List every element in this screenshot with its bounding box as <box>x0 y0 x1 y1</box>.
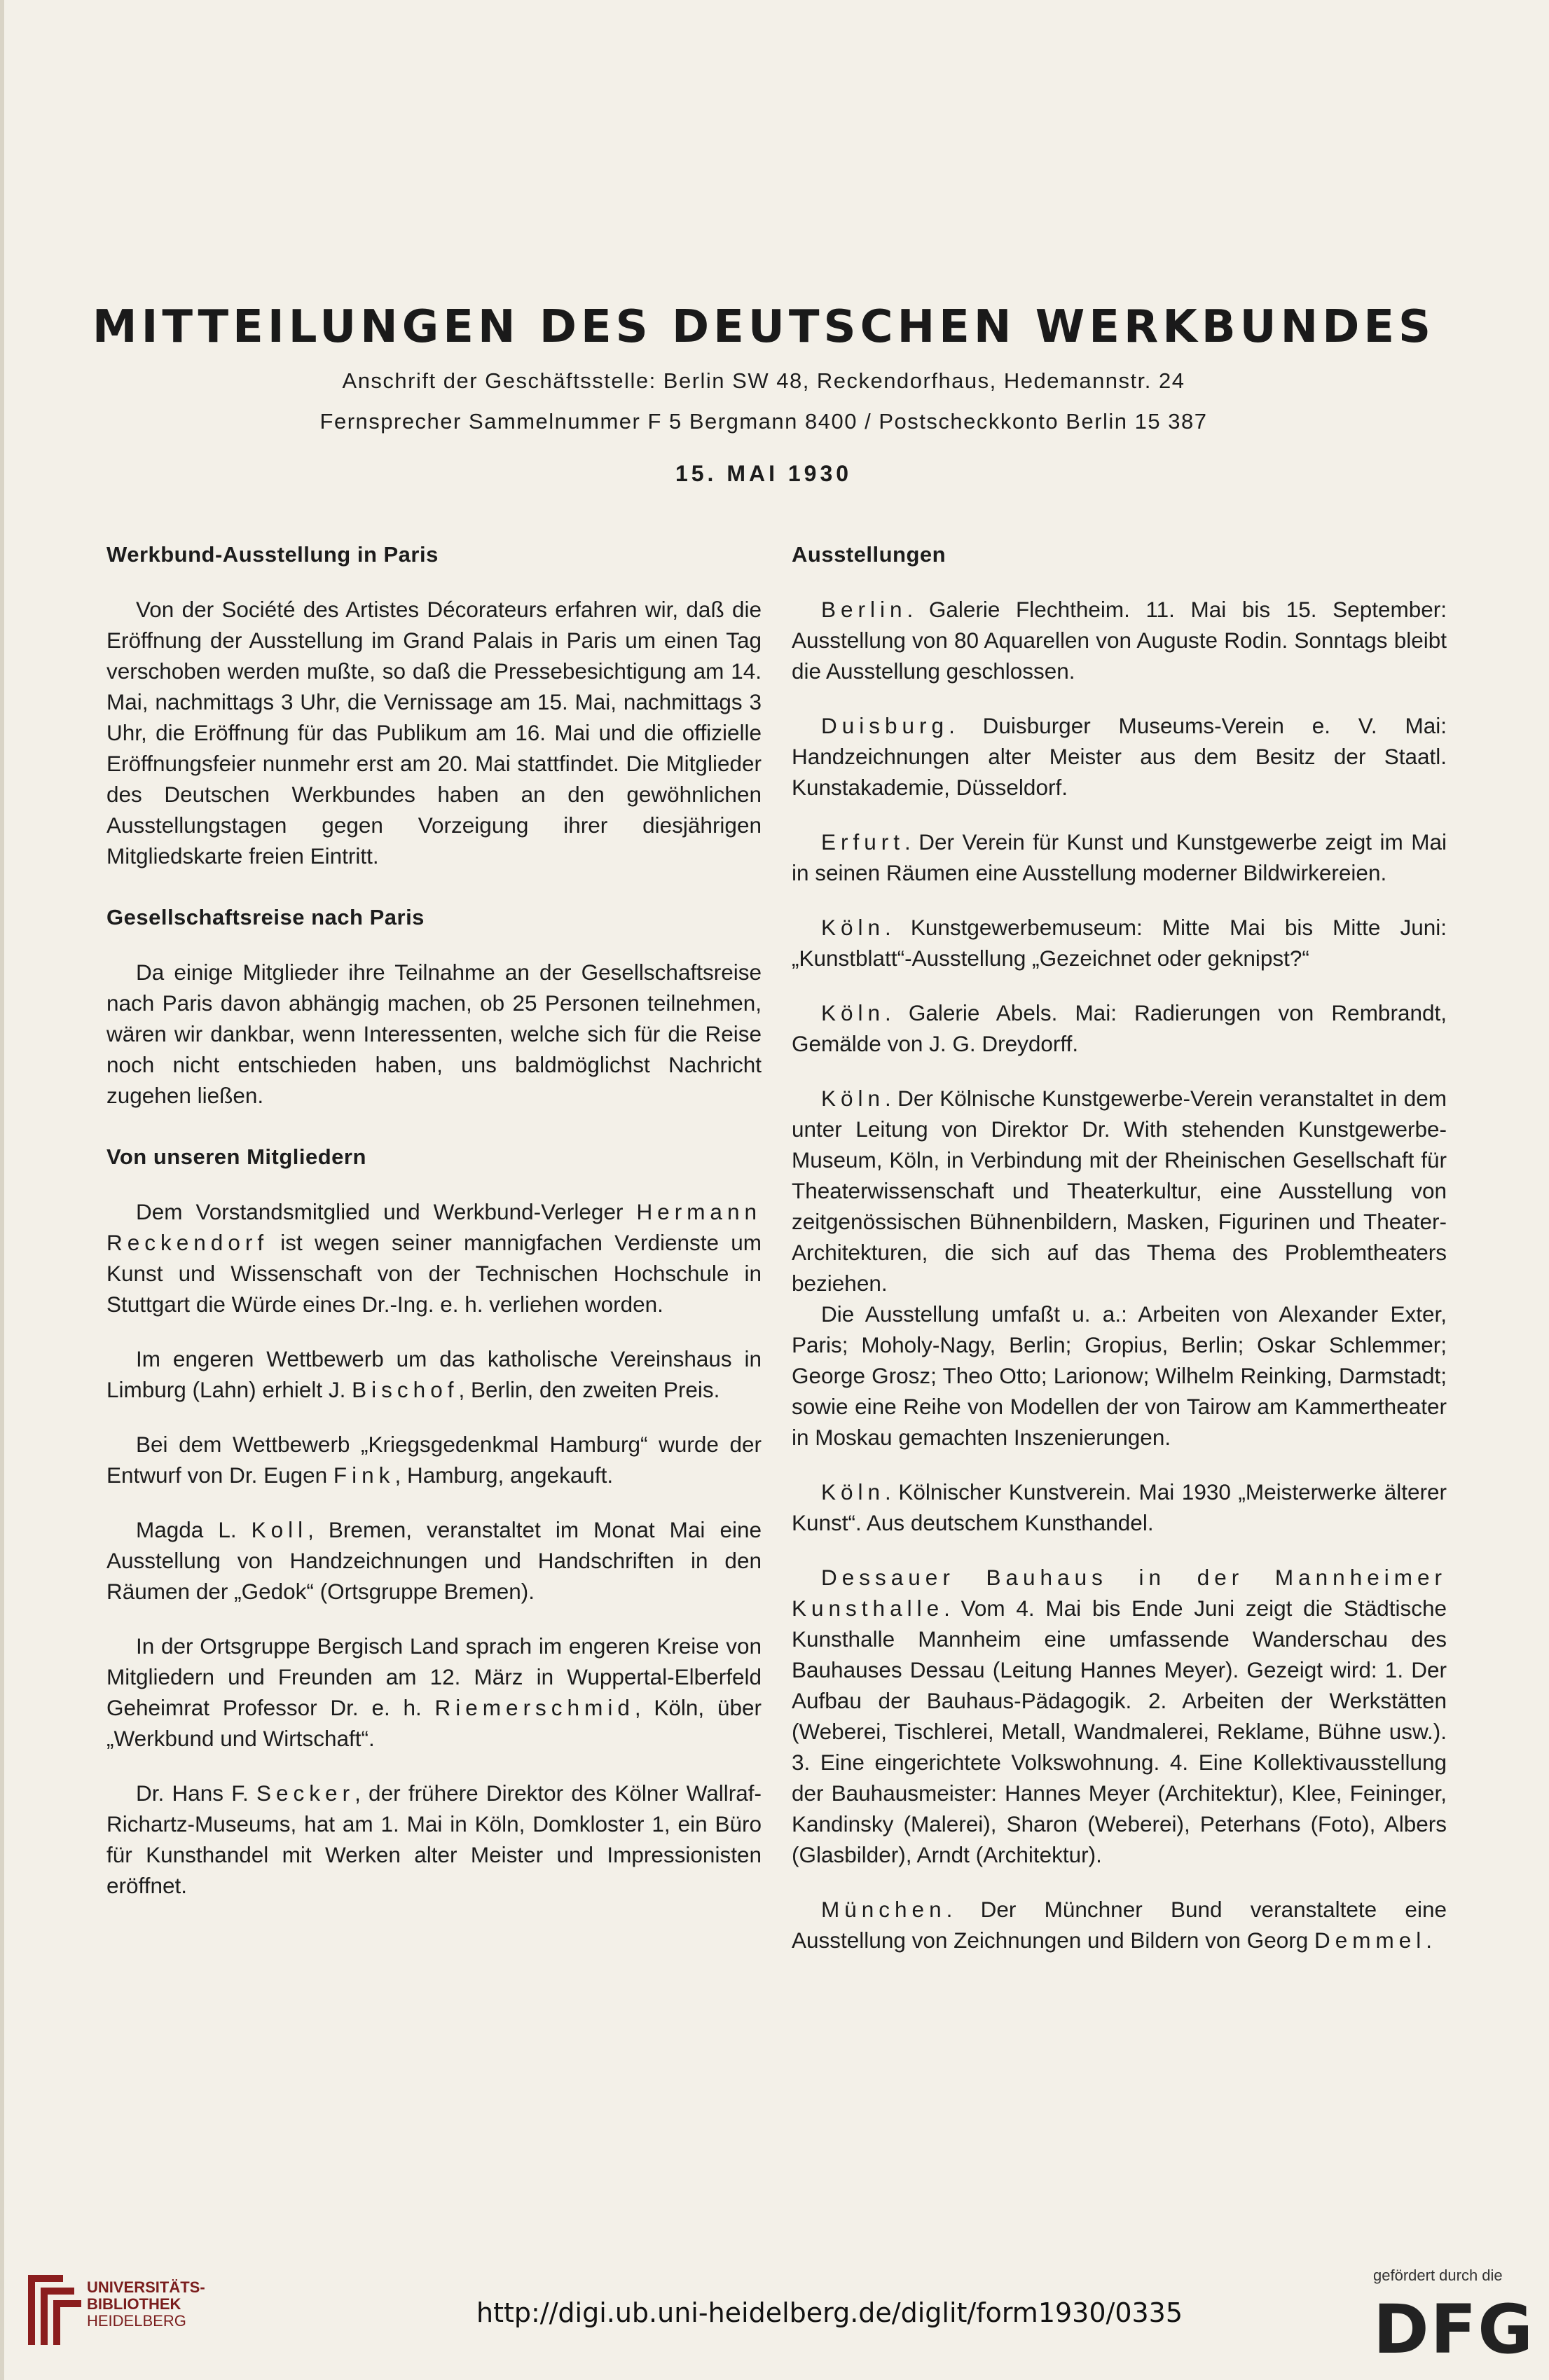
exhibition-name: Dessauer Bauhaus in der Mannheimer Kunsthalle <box>792 1565 1447 1621</box>
library-line-3: HEIDELBERG <box>87 2312 186 2330</box>
paragraph-koll <box>106 1514 762 1607</box>
heading-paris-exhibition: Werkbund-Ausstellung in Paris <box>106 542 439 567</box>
source-url-link[interactable]: http://digi.ub.uni-heidelberg.de/diglit/form1930/0335 <box>476 2297 1183 2328</box>
text: . Kölnischer Kunstverein. Mai 1930 „Meisterwerke älterer Kunst“. Aus deutschem Kunsthandel. <box>792 1479 1447 1535</box>
person-name: Secker <box>256 1780 355 1806</box>
library-logo-icon <box>21 2268 81 2352</box>
text: , Berlin, den zweiten Preis. <box>458 1377 720 1402</box>
text: . Der Münchner Bund veranstaltete eine Ausstellung von Zeichnungen und Bildern von Georg <box>792 1897 1447 1953</box>
text: Dem Vorstandsmitglied und Werkbund-Verleger <box>136 1199 637 1224</box>
heading-trip: Gesellschaftsreise nach Paris <box>106 905 425 929</box>
heading-exhibitions: Ausstellungen <box>792 542 946 567</box>
library-name <box>87 2279 205 2330</box>
paragraph-paris-exhibition: Von der Société des Artistes Décorateurs erfahren wir, daß die Eröffnung der Ausstellung im Grand Palais in Paris um einen Tag verschoben werden mußte, so daß die Pressebesichtigung am 14. Mai, nachmittags 3 Uhr, die Vernissage am 15. Mai, nachmittags 3 Uhr, die Eröffnung für das Publikum am 16. Mai und die offizielle Eröffnungsfeier nunmehr erst am 20. Mai stattfindet. Die Mitglieder des Deutschen Werkbundes haben an den gewöhnlichen Ausstellungstagen gegen Vorzeigung ihrer diesjährigen Mitgliedskarte freien Eintritt. <box>106 597 762 869</box>
address-line: Anschrift der Geschäftsstelle: Berlin SW 48, Reckendorfhaus, Hedemannstr. 24 <box>342 368 1185 393</box>
page-title: MITTEILUNGEN DES DEUTSCHEN WERKBUNDES <box>92 301 1436 353</box>
paragraph-secker <box>106 1778 762 1901</box>
text: . Der Kölnische Kunstgewerbe-Verein veranstaltet in dem unter Leitung von Direktor Dr. With stehenden Kunstgewerbe-Museum, Köln, in Verbindung mit der Rheinischen Gesellschaft für Theaterwissenschaft und Theaterkultur, eine Ausstellung von zeitgenössischen Bühnenbildern, Masken, Figurinen und Theater-Architekturen, die sich auf das Thema des Problemtheaters beziehen. <box>792 1086 1447 1296</box>
person-name: Bischof <box>352 1377 459 1402</box>
entry-bauhaus-mannheim <box>792 1562 1447 1870</box>
entry-erfurt <box>792 826 1447 888</box>
text: , der frühere Direktor des Kölner Wallraf-Richartz-Museums, hat am 1. Mai in Köln, Domkloster 1, ein Büro für Kunsthandel mit Werken alter Meister und Impressionisten eröffnet. <box>106 1780 762 1898</box>
library-line-2: BIBLIOTHEK <box>87 2295 181 2313</box>
text: , Hamburg, angekauft. <box>394 1462 614 1488</box>
text: , Bremen, veranstaltet im Monat Mai eine Ausstellung von Handzeichnungen und Handschriften in den Räumen der „Gedok“ (Ortsgruppe Bremen). <box>106 1517 762 1604</box>
text: Dr. Hans F. <box>136 1780 257 1806</box>
entry-koeln-3 <box>792 1083 1447 1299</box>
entry-koeln-3-continued: Die Ausstellung umfaßt u. a.: Arbeiten von Alexander Exter, Paris; Moholy-Nagy, Berlin; Gropius, Berlin; Oskar Schlemmer; George Grosz; Theo Otto; Larionow; Wilhelm Reinking, Darmstadt; sowie eine Reihe von Modellen der von Tairow am Kammertheater in Moskau gemachten Inszenierungen. <box>792 1301 1447 1450</box>
dfg-logo: DFG <box>1373 2290 1535 2369</box>
text: Im engeren Wettbewerb um das katholische Vereinshaus in Limburg (Lahn) erhielt J. <box>106 1346 762 1402</box>
city-name: Erfurt <box>821 829 905 855</box>
person-name: Fink <box>333 1462 395 1488</box>
paragraph-riemerschmid <box>106 1631 762 1754</box>
entry-koeln-4 <box>792 1476 1447 1538</box>
city-name: München <box>821 1897 946 1922</box>
text: . Kunstgewerbemuseum: Mitte Mai bis Mitte Juni: „Kunstblatt“-Ausstellung „Gezeichnet oder geknipst?“ <box>792 915 1447 971</box>
issue-date: 15. MAI 1930 <box>675 461 853 486</box>
text: Bei dem Wettbewerb „Kriegsgedenkmal Hamburg“ wurde der Entwurf von Dr. Eugen <box>106 1432 762 1488</box>
entry-muenchen <box>792 1894 1447 1956</box>
text: , Köln, über „Werkbund und Wirtschaft“. <box>106 1695 762 1751</box>
city-name: Duisburg <box>821 713 949 738</box>
text: . Galerie Flechtheim. 11. Mai bis 15. September: Ausstellung von 80 Aquarellen von Auguste Rodin. Sonntags bleibt die Ausstellung geschlossen. <box>792 597 1447 684</box>
person-name: Riemerschmid <box>434 1695 635 1720</box>
phone-line: Fernsprecher Sammelnummer F 5 Bergmann 8400 / Postscheckkonto Berlin 15 387 <box>319 409 1208 434</box>
city-name: Köln <box>821 1086 886 1111</box>
text: ist wegen seiner mannigfachen Verdienste um Kunst und Wissenschaft von der Technischen Hochschule in Stuttgart die Würde eines Dr.-Ing. e. h. verliehen worden. <box>106 1230 762 1317</box>
text: . Der Verein für Kunst und Kunstgewerbe zeigt im Mai in seinen Räumen eine Ausstellung moderner Bildwirkereien. <box>792 829 1447 885</box>
city-name: Köln <box>821 1000 886 1025</box>
masthead <box>84 301 1443 487</box>
text: . Vom 4. Mai bis Ende Juni zeigt die Städtische Kunsthalle Mannheim eine umfassende Wanderschau des Bauhauses Dessau (Leitung Hannes Meyer). Gezeigt wird: 1. Der Aufbau der Bauhaus-Pädagogik. 2. Arbeiten der Werkstätten (Weberei, Tischlerei, Metall, Wandmalerei, Reklame, Bühne usw.). 3. Eine eingerichtete Volkswohnung. 4. Eine Kollektivausstellung der Bauhausmeister: Hannes Meyer (Architektur), Klee, Feininger, Kandinsky (Malerei), Sharon (Weberei), Peterhans (Foto), Albers (Glasbilder), Arndt (Architektur). <box>792 1596 1447 1867</box>
text: In der Ortsgruppe Bergisch Land sprach im engeren Kreise von Mitgliedern und Freunden am 12. März in Wuppertal-Elberfeld Geheimrat Professor Dr. e. h. <box>106 1633 762 1720</box>
paragraph-reckendorf <box>106 1196 762 1320</box>
city-name: Köln <box>821 915 886 940</box>
funding-caption: gefördert durch die <box>1373 2267 1503 2284</box>
entry-berlin <box>792 594 1447 686</box>
person-name: Hermann Reckendorf <box>106 1199 762 1255</box>
footer <box>0 2248 1549 2380</box>
person-name: Demmel <box>1314 1928 1426 1953</box>
library-line-1: UNIVERSITÄTS- <box>87 2278 205 2296</box>
left-column <box>106 539 762 1925</box>
city-name: Berlin <box>821 597 907 622</box>
text: Magda L. <box>136 1517 252 1542</box>
entry-koeln-2 <box>792 997 1447 1059</box>
paragraph-fink <box>106 1429 762 1490</box>
paragraph-bischof <box>106 1343 762 1405</box>
text: . <box>1426 1928 1433 1953</box>
text: . Galerie Abels. Mai: Radierungen von Rembrandt, Gemälde von J. G. Dreydorff. <box>792 1000 1447 1056</box>
entry-duisburg <box>792 710 1447 803</box>
right-column <box>792 539 1447 1979</box>
entry-koeln-1 <box>792 912 1447 974</box>
text: . Duisburger Museums-Verein e. V. Mai: Handzeichnungen alter Meister aus dem Besitz der Staatl. Kunstakademie, Düsseldorf. <box>792 713 1447 800</box>
heading-members: Von unseren Mitgliedern <box>106 1144 366 1169</box>
paragraph-trip: Da einige Mitglieder ihre Teilnahme an der Gesellschaftsreise nach Paris davon abhängig machen, ob 25 Personen teilnehmen, wären wir dankbar, wenn Interessenten, welche sich für die Reise noch nicht entschieden haben, uns baldmöglichst Nachricht zugehen ließen. <box>106 960 762 1108</box>
person-name: Koll <box>251 1517 308 1542</box>
city-name: Köln <box>821 1479 886 1504</box>
